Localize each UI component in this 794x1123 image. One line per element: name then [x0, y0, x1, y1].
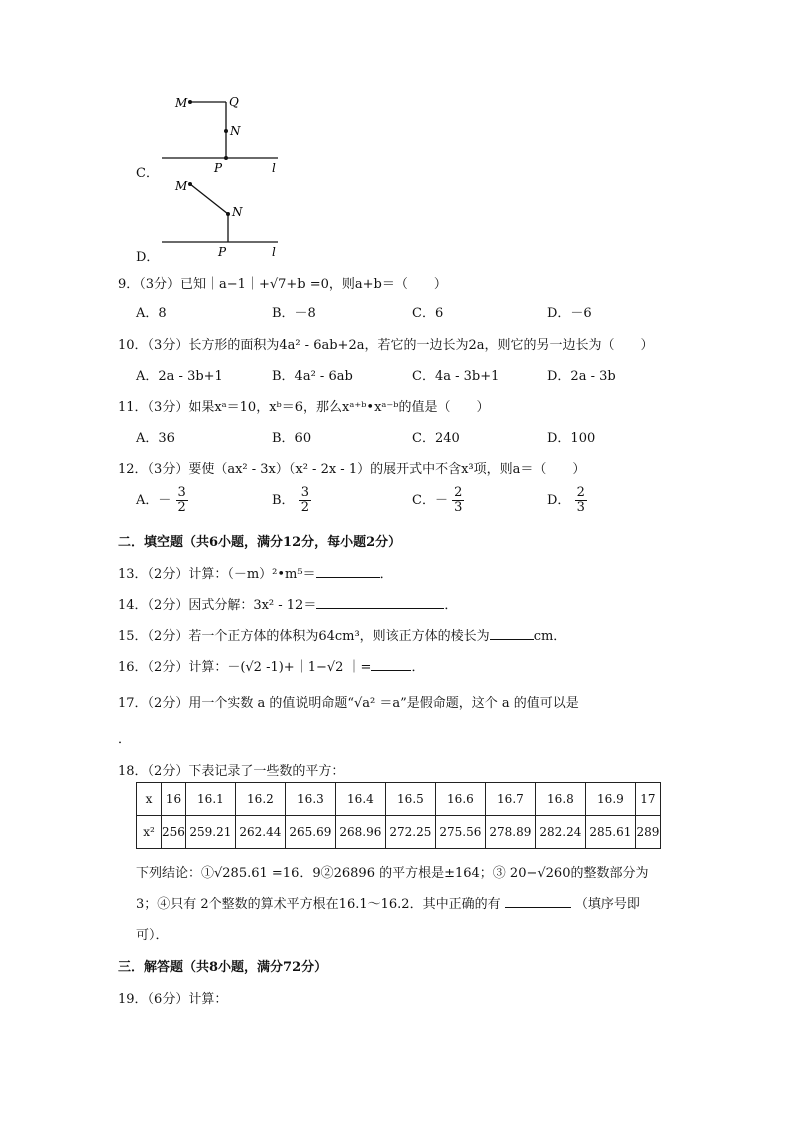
question-15-unit: cm． — [533, 629, 567, 644]
table-cell: 16.4 — [335, 783, 385, 816]
numerator: 3 — [300, 485, 309, 500]
label-l: l — [272, 161, 276, 175]
point-m — [188, 182, 192, 186]
q10-option-c: C．4a - 3b+1 — [412, 369, 500, 384]
q12-option-b-label: B． — [272, 493, 295, 508]
denominator: 3 — [454, 500, 463, 515]
table-cell: x² — [137, 816, 162, 849]
q12-option-d-label: D． — [547, 493, 571, 508]
table-row — [137, 783, 661, 816]
q12-option-a-label: A．－ — [136, 493, 172, 508]
q11-option-c: C．240 — [412, 431, 460, 446]
q18-conclusion-text: 3；④只有 2个整数的算术平方根在16.1～16.2．其中正确的有 — [136, 897, 501, 912]
table-row — [137, 816, 661, 849]
denominator: 3 — [576, 500, 585, 515]
fraction — [452, 486, 464, 515]
table-cell: 16.6 — [435, 783, 485, 816]
table-cell: 17 — [635, 783, 660, 816]
diagram-d-label: D． — [136, 250, 160, 265]
point-n — [224, 129, 228, 133]
q11-option-a: A．36 — [136, 431, 175, 446]
question-14-text: 14．（2分）因式分解：3x² - 12＝ — [118, 598, 317, 613]
label-n: N — [232, 205, 243, 219]
fraction — [575, 486, 587, 515]
point-m — [188, 100, 192, 104]
table-cell: 256 — [162, 816, 186, 849]
table-cell: 285.61 — [585, 816, 635, 849]
label-n: N — [230, 124, 241, 138]
table-cell: 275.56 — [435, 816, 485, 849]
table-cell: 16.3 — [285, 783, 335, 816]
q18-conclusion-hint: （填序号即 — [574, 897, 640, 912]
question-17-end: ． — [118, 732, 132, 747]
question-16-text: 16．（2分）计算：－(√2 -1)+｜1−√2 ｜= — [118, 660, 372, 675]
answer-blank[interactable] — [490, 627, 534, 640]
question-18: 18．（2分）下表记录了一些数的平方： — [118, 764, 345, 779]
q18-conclusion-line-1: 下列结论：①√285.61 =16．9②26896 的平方根是±164；③ 20−√260的整数部分为 — [136, 866, 649, 881]
table-cell: 268.96 — [335, 816, 385, 849]
question-11: 11．（3分）如果xᵃ＝10，xᵇ＝6，那么xᵃ⁺ᵇ•xᵃ⁻ᵇ的值是（ ） — [118, 400, 490, 415]
answer-blank[interactable] — [505, 895, 571, 908]
table-cell: 259.21 — [185, 816, 235, 849]
fraction — [176, 486, 188, 515]
q11-option-d: D．100 — [547, 431, 596, 446]
table-cell: 16.9 — [585, 783, 635, 816]
label-p: P — [214, 161, 223, 175]
question-17: 17．（2分）用一个实数 a 的值说明命题“√a² ＝a”是假命题，这个 a 的值可以是 — [118, 696, 579, 711]
table-cell: 282.24 — [535, 816, 585, 849]
q12-option-c — [412, 486, 464, 515]
section-3-heading: 三．解答题（共8小题，满分72分） — [118, 960, 328, 975]
label-l: l — [272, 245, 276, 259]
q12-option-b — [272, 486, 311, 515]
label-q: Q — [229, 95, 239, 109]
question-12: 12．（3分）要使（ax² - 3x）（x² - 2x - 1）的展开式中不含x³项，则a＝（ ） — [118, 462, 586, 477]
numerator: 2 — [576, 485, 585, 500]
table-cell: 16.5 — [385, 783, 435, 816]
point-n — [226, 212, 230, 216]
squares-table — [136, 782, 661, 849]
point-p — [224, 156, 228, 160]
denominator: 2 — [300, 500, 309, 515]
question-10: 10．（3分）长方形的面积为4a² - 6ab+2a，若它的一边长为2a，则它的另一边长为（ ） — [118, 338, 654, 353]
table-cell: 272.25 — [385, 816, 435, 849]
question-14: 14．（2分）因式分解：3x² - 12＝ ． — [118, 598, 458, 613]
answer-blank[interactable] — [316, 596, 444, 609]
answer-blank[interactable] — [371, 658, 411, 671]
q18-conclusion-line-3: 可）． — [136, 928, 169, 943]
denominator: 2 — [177, 500, 186, 515]
q9-option-b: B．－8 — [272, 306, 316, 321]
question-9: 9．（3分）已知｜a−1｜+√7+b =0，则a+b＝（ ） — [118, 277, 447, 292]
answer-blank[interactable] — [316, 565, 380, 578]
numerator: 2 — [454, 485, 463, 500]
table-cell: 16.1 — [185, 783, 235, 816]
table-cell: 278.89 — [485, 816, 535, 849]
q12-option-d — [547, 486, 587, 515]
table-cell: 265.69 — [285, 816, 335, 849]
label-p: P — [218, 245, 227, 259]
question-15-text: 15．（2分）若一个正方体的体积为64cm³，则该正方体的棱长为 — [118, 629, 490, 644]
q10-option-a: A．2a - 3b+1 — [136, 369, 223, 384]
question-15 — [118, 625, 566, 644]
question-13-text: 13．（2分）计算：（－m）²•m⁵＝ — [118, 567, 316, 582]
diagram-c-label: C． — [136, 166, 159, 181]
q9-option-d: D．－6 — [547, 306, 592, 321]
table-cell: x — [137, 783, 162, 816]
table-cell: 16.8 — [535, 783, 585, 816]
question-16: 16．（2分）计算：－(√2 -1)+｜1−√2 ｜= ． — [118, 660, 425, 675]
q10-option-b: B．4a² - 6ab — [272, 369, 353, 384]
table-cell: 16.2 — [235, 783, 285, 816]
table-cell: 16.7 — [485, 783, 535, 816]
question-19: 19．（6分）计算： — [118, 992, 228, 1007]
q9-option-c: C．6 — [412, 306, 444, 321]
numerator: 3 — [177, 485, 186, 500]
line-mn — [190, 184, 228, 214]
q12-option-a — [136, 486, 188, 515]
fraction — [299, 486, 311, 515]
table-cell: 262.44 — [235, 816, 285, 849]
label-m: M — [175, 179, 188, 193]
section-2-heading: 二．填空题（共6小题，满分12分，每小题2分） — [118, 535, 402, 550]
question-13: 13．（2分）计算：（－m）²•m⁵＝ ． — [118, 567, 393, 582]
q12-option-c-label: C．－ — [412, 493, 448, 508]
q18-conclusion-line-2 — [136, 893, 640, 912]
table-cell: 16 — [162, 783, 186, 816]
q11-option-b: B．60 — [272, 431, 312, 446]
table-cell: 289 — [635, 816, 660, 849]
q9-option-a: A．8 — [136, 306, 167, 321]
label-m: M — [175, 96, 188, 110]
q10-option-d: D．2a - 3b — [547, 369, 616, 384]
